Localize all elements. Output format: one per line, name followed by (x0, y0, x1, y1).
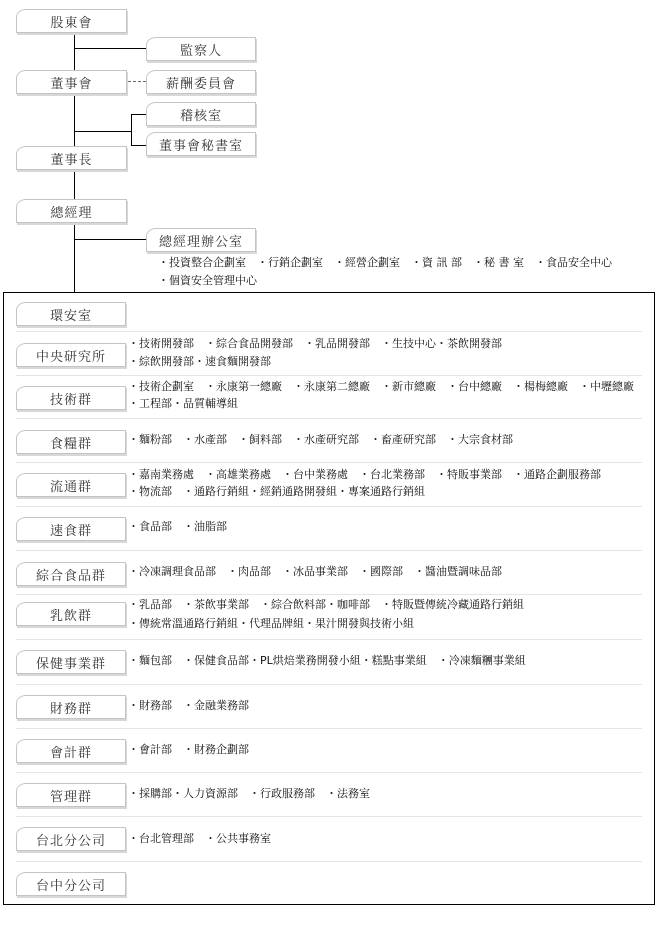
group-general-food-depts-line1: ・冷凍調理食品部 ・肉品部 ・冰品事業部 ・國際部 ・醬油暨調味品部 (128, 565, 502, 578)
group-food-grain-depts-line1: ・麵粉部 ・水產部 ・飼料部 ・水產研究部 ・畜產研究部 ・大宗食材部 (128, 433, 513, 446)
president-office-units-line2: ・個資安全管理中心 (158, 274, 257, 287)
group-env-safety: 環安室 (16, 302, 126, 326)
group-distribution: 流通群 (16, 473, 126, 497)
group-general-food: 綜合食品群 (16, 562, 126, 586)
group-taipei-branch: 台北分公司 (16, 827, 126, 851)
node-board-secretary-office: 董事會秘書室 (146, 132, 256, 156)
connector-president-office (74, 239, 146, 240)
group-health: 保健事業群 (16, 650, 126, 674)
connector-audit (131, 114, 146, 115)
group-finance-depts-line1: ・財務部 ・金融業務部 (128, 699, 249, 712)
group-dairy-beverage: 乳飲群 (16, 602, 126, 626)
connector-audit-vertical (131, 114, 132, 145)
divider (16, 462, 642, 463)
group-distribution-depts-line1: ・嘉南業務處 ・高雄業務處 ・台中業務處 ・台北業務部 ・特販事業部 ・通路企劃服務部 (128, 468, 601, 481)
group-technology-depts-line2: ・工程部・品質輔導組 (128, 397, 238, 410)
divider (16, 861, 642, 862)
group-taichung-branch: 台中分公司 (16, 872, 126, 896)
node-president-office: 總經理辦公室 (146, 228, 256, 252)
divider (16, 375, 642, 376)
group-dairy-beverage-depts-line2: ・傳統常溫通路行銷組・代理品牌組・果汁開發與技術小組 (128, 617, 414, 630)
president-office-units-line1: ・投資整合企劃室 ・行銷企劃室 ・經營企劃室 ・資 訊 部 ・秘 書 室 ・食品安全中心 (158, 256, 612, 269)
group-accounting: 會計群 (16, 739, 126, 763)
divider (16, 331, 642, 332)
node-president: 總經理 (16, 199, 127, 223)
group-technology: 技術群 (16, 386, 126, 410)
group-central-research: 中央研究所 (16, 343, 126, 367)
divider (16, 728, 642, 729)
group-dairy-beverage-depts-line1: ・乳品部 ・茶飲事業部 ・綜合飲料部・咖啡部 ・特販暨傳統冷藏通路行銷組 (128, 598, 524, 611)
node-board: 董事會 (16, 70, 127, 94)
node-shareholders: 股東會 (16, 9, 127, 33)
group-accounting-depts-line1: ・會計部 ・財務企劃部 (128, 743, 249, 756)
node-compensation-committee: 薪酬委員會 (146, 70, 256, 94)
group-finance: 財務群 (16, 695, 126, 719)
node-chairman: 董事長 (16, 146, 127, 170)
group-central-research-depts-line2: ・綜飲開發部・速食麵開發部 (128, 355, 271, 368)
node-supervisor: 監察人 (146, 37, 256, 61)
divider (16, 506, 642, 507)
connector-supervisor (74, 48, 146, 49)
group-technology-depts-line1: ・技術企劃室 ・永康第一總廠 ・永康第二總廠 ・新市總廠 ・台中總廠 ・楊梅總廠 ・中壢總廠 (128, 380, 634, 393)
divider (16, 418, 642, 419)
group-management: 管理群 (16, 783, 126, 807)
node-audit-office: 稽核室 (146, 102, 256, 126)
group-instant-food: 速食群 (16, 517, 126, 541)
connector-secretary (131, 145, 146, 146)
group-distribution-depts-line2: ・物流部 ・通路行銷組・經銷通路開發組・專案通路行銷組 (128, 485, 425, 498)
connector-audit-branch (74, 131, 132, 132)
divider (16, 816, 642, 817)
group-food-grain: 食糧群 (16, 430, 126, 454)
divider (16, 684, 642, 685)
group-management-depts-line1: ・採購部・人力資源部 ・行政服務部 ・法務室 (128, 787, 370, 800)
group-taipei-branch-depts-line1: ・台北管理部 ・公共事務室 (128, 832, 271, 845)
group-instant-food-depts-line1: ・食品部 ・油脂部 (128, 520, 227, 533)
connector-compensation-dashed (128, 81, 146, 82)
group-central-research-depts-line1: ・技術開發部 ・綜合食品開發部 ・乳品開發部 ・生技中心・茶飲開發部 (128, 337, 502, 350)
divider (16, 594, 642, 595)
group-health-depts-line1: ・麵包部 ・保健食品部・PL烘焙業務開發小組・糕點事業組 ・冷凍麵糰事業組 (128, 654, 526, 667)
divider (16, 550, 642, 551)
divider (16, 639, 642, 640)
divider (16, 772, 642, 773)
